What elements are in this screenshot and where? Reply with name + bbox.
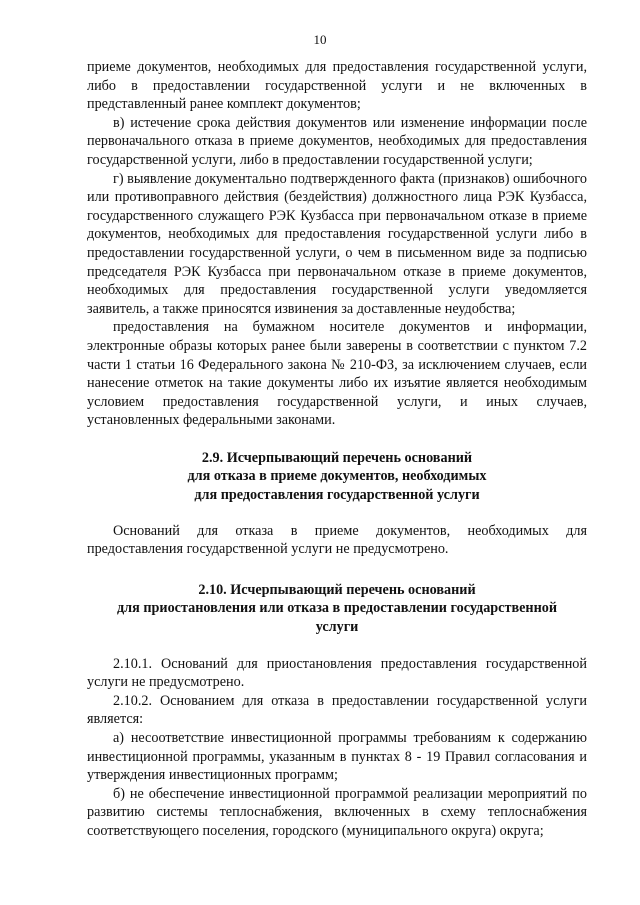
paragraph-item-g: г) выявление документально подтвержденного факта (признаков) ошибочного или противоправного действия (бездействия) должностного лица РЭК Кузбасса, государственного служащего РЭК Кузбасса при первоначальном отказе в приеме документов, необходимых для предоставления государственной услуги либо в предоставлении государственной услуги, о чем в письменном виде за подписью председателя РЭК Кузбасса при первоначальном отказе в приеме документов, необходимых для предоставления государственной услуги уведомляется заявитель, а также приносятся извинения за доставленные неудобства; — [87, 170, 587, 317]
document-body — [87, 58, 587, 841]
page-number: 10 — [313, 32, 327, 47]
paragraph-paper-documents: предоставления на бумажном носителе документов и информации, электронные образы которых ранее были заверены в соответствии с пунктом 7.2 части 1 статьи 16 Федерального закона № 210-ФЗ, за исключением случаев, если нанесение отметок на такие документы либо их изъятие является необходимым условием предоставления государственной услуги, и иных случаев, установленных федеральными законами. — [87, 319, 587, 429]
paragraph-item-v: в) истечение срока действия документов или изменение информации после первоначального отказа в приеме документов, необходимых для предоставления государственной услуги, либо в предоставлении государственной услуги; — [87, 114, 587, 168]
paragraph-item-b: б) не обеспечение инвестиционной программой реализации мероприятий по развитию системы теплоснабжения, включенных в схему теплоснабжения соответствующего поселения, городского (муниципального округа) округа; — [87, 785, 587, 839]
heading-line: 2.9. Исчерпывающий перечень оснований — [201, 449, 473, 466]
paragraph-continuation: приеме документов, необходимых для предоставления государственной услуги, либо в предоставлении государственной услуги и не включенных в представленный ранее комплект документов; — [87, 59, 587, 113]
heading-line: для приостановления или отказа в предоставлении государственной — [116, 600, 558, 617]
heading-line: для предоставления государственной услуги — [194, 487, 480, 504]
paragraph-item-a: а) несоответствие инвестиционной программы требованиям к содержанию инвестиционной программы, указанным в пунктах 8 - 19 Правил согласования и утверждения инвестиционных программ; — [87, 730, 587, 784]
heading-line: услуги — [315, 619, 359, 636]
heading-line: 2.10. Исчерпывающий перечень оснований — [198, 581, 476, 598]
paragraph-2-9-text: Оснований для отказа в приеме документов, необходимых для предоставления государственной услуги не предусмотрено. — [87, 522, 587, 558]
paragraph-2-10-2: 2.10.2. Основанием для отказа в предоставлении государственной услуги является: — [87, 692, 587, 728]
heading-line: для отказа в приеме документов, необходимых — [187, 468, 487, 485]
section-2-9-heading — [87, 449, 587, 505]
section-2-10-heading — [87, 581, 587, 637]
paragraph-2-10-1: 2.10.1. Оснований для приостановления предоставления государственной услуги не предусмотрено. — [87, 655, 587, 691]
